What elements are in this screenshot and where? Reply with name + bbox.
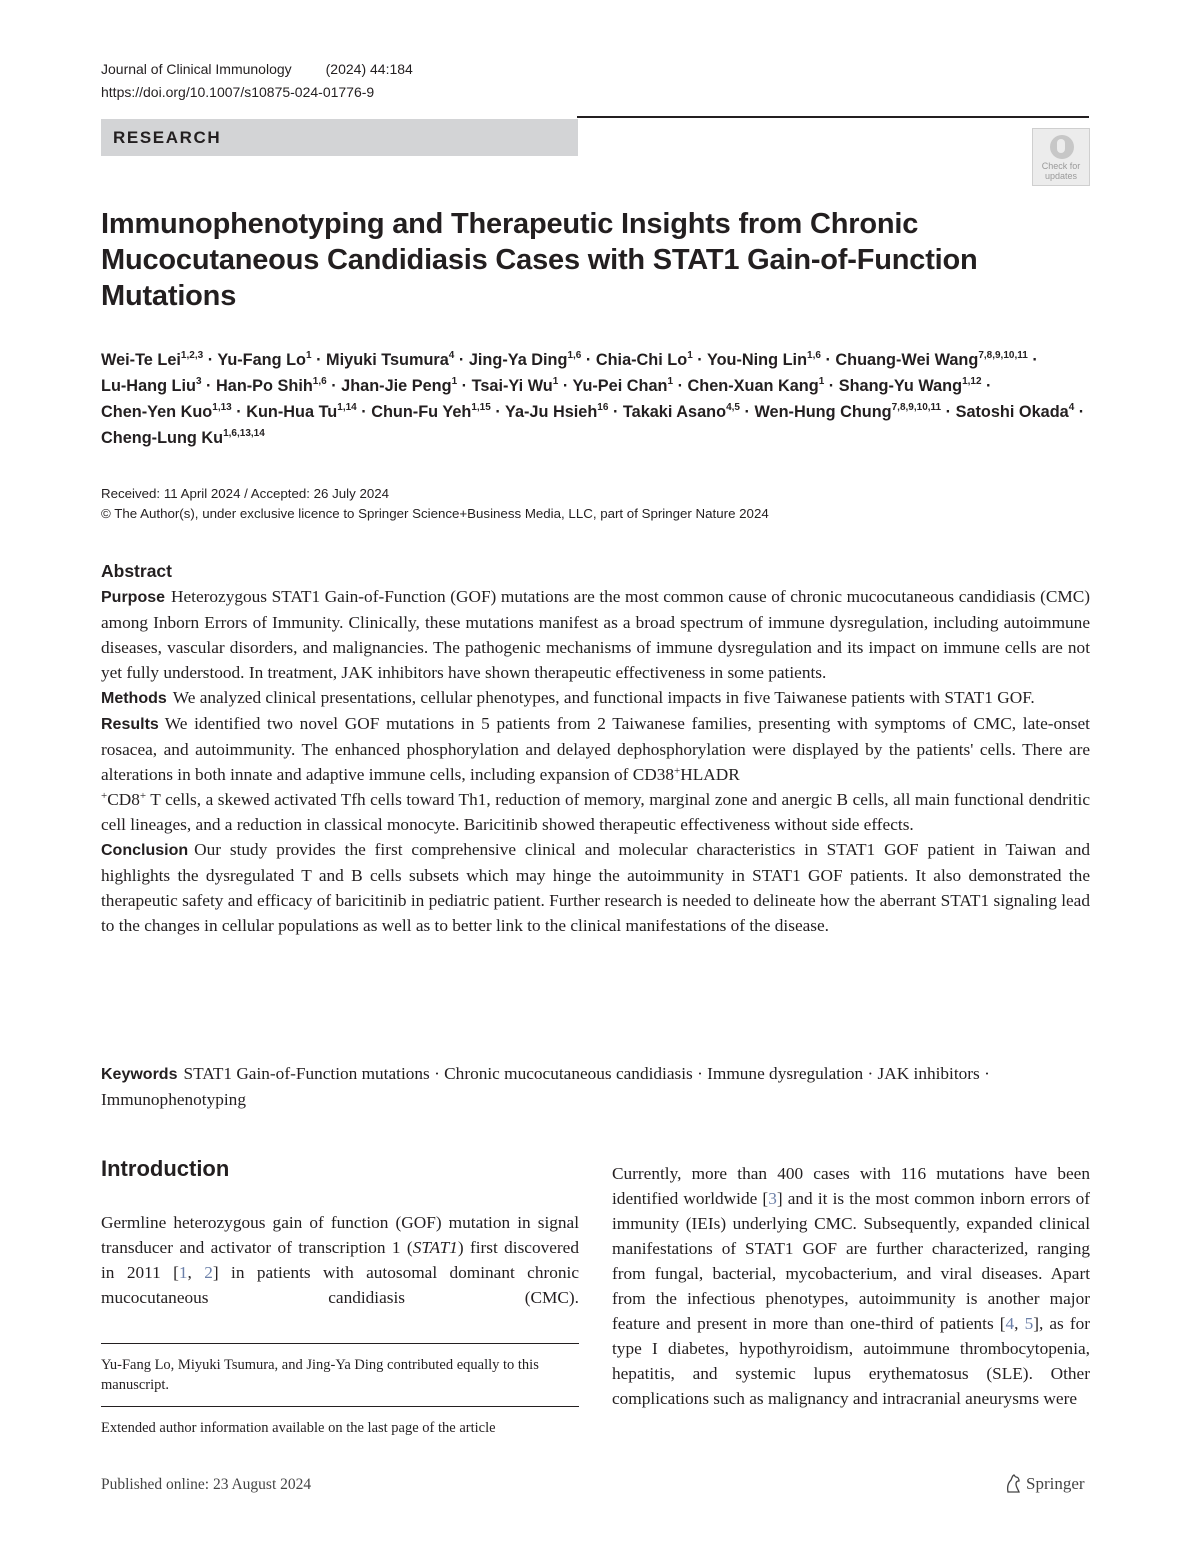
intro-text: ], as for type I diabetes, hypothyroidism, autoimmune thrombocytopenia, hepatitis, and systemic lupus erythematosus (SLE). Other complications such as malignancy and intracranial aneurysms were	[612, 1314, 1090, 1408]
introduction-heading: Introduction	[101, 1156, 230, 1181]
author[interactable]: Miyuki Tsumura$^4$ ·	[326, 350, 465, 369]
abstract-methods	[101, 685, 1090, 711]
results-text: We identified two novel GOF mutations in 5 patients from 2 Taiwanese families, presenting with symptoms of CMC, late-onset rosacea, and autoimmunity. The enhanced phosphorylation and delayed dephosphorylation were displayed by the patients' cells. There are alterations in both innate and adaptive immune cells, including expansion of CD38	[101, 714, 1090, 784]
author-affiliation: 1,6	[567, 350, 582, 361]
author-name: Chuang-Wei Wang	[835, 351, 979, 369]
intro-text: Germline heterozygous gain of function (GOF) mutation in signal transducer and activator of transcription 1 (	[101, 1213, 579, 1257]
intro-text: ] and it is the most common inborn errors of immunity (IEIs) underlying CMC. Subsequently, expanded clinical manifestations of STAT1 GOF are further characterized, ranging from fungal, bacterial, mycobacterium, and viral diseases. Apart from the infectious phenotypes, autoimmunity is another major feature and present in more than one-third of patients [	[612, 1189, 1090, 1333]
author[interactable]: Yu-Fang $Lo^1$ ·	[217, 350, 322, 369]
section-label-bar	[101, 119, 578, 156]
author-affiliation: 1,13	[212, 402, 232, 413]
copyright-notice: © The Author(s), under exclusive licence to Springer Science+Business Media, LLC, part of Springer Nature 2024	[101, 506, 769, 521]
author-name: Chen-Yen Kuo	[101, 403, 213, 421]
intro-text: ] in patients with autosomal dominant chronic mucocutaneous candidiasis (CMC).	[101, 1263, 579, 1307]
keywords-label: Keywords	[101, 1066, 178, 1083]
intro-text: ) first discovered in 2011 [	[101, 1238, 579, 1282]
purpose-text: Heterozygous STAT1 Gain-of-Function (GOF) mutations are the most common cause of chronic mucocutaneous candidiasis (CMC) among Inborn Errors of Immunity. Clinically, these mutations manifest as a broad spectrum of immune dysregulation, including autoimmune diseases, vascular disorders, and malignancies. The pathogenic mechanisms of immune dysregulation and its impact on immune cells are not yet fully understood. In treatment, JAK inhibitors have shown therapeutic effectiveness in some patients.	[101, 587, 1090, 682]
citation-link[interactable]: 3	[768, 1189, 777, 1208]
keywords-text: STAT1 Gain-of-Function mutations · Chronic mucocutaneous candidiasis · Immune dysregulation · JAK inhibitors · Immunophenotyping	[101, 1064, 990, 1109]
header-rule	[577, 116, 1089, 118]
author[interactable]: Chen-Xuan Kang$^1$ ·	[687, 376, 835, 395]
author[interactable]: Shang-Yu Wang$^{1,12}$ ·	[838, 376, 992, 395]
extended-author-info-note: Extended author information available on the last page of the article	[101, 1420, 496, 1436]
superscript: +	[139, 790, 147, 802]
author-name: Miyuki Tsumura	[326, 351, 449, 369]
results-label: Results	[101, 716, 159, 733]
publisher-name: Springer	[1026, 1474, 1085, 1493]
citation-link[interactable]: 2	[204, 1263, 213, 1282]
abstract-conclusion	[101, 837, 1090, 938]
author-affiliation: 3	[195, 376, 202, 387]
author-affiliation: 4,5	[726, 402, 740, 413]
author-affiliation: 1	[818, 376, 825, 387]
author-affiliation: 4	[1068, 402, 1075, 413]
journal-name: Journal of Clinical Immunology	[101, 61, 292, 77]
author-affiliation: 1,12	[962, 376, 982, 387]
gene-name: STAT1	[412, 1238, 458, 1257]
author[interactable]: Jhan-Jie Peng$^1$ ·	[341, 376, 468, 395]
doi-link[interactable]: https://doi.org/10.1007/s10875-024-01776-9	[101, 84, 375, 100]
author[interactable]: Yu-Pei Chan$^1$ ·	[572, 376, 683, 395]
author-name: Wei-Te Lei	[101, 351, 181, 369]
badge-line1: Check for	[1041, 161, 1081, 171]
author-affiliation: 1	[306, 350, 312, 361]
conclusion-label: Conclusion	[101, 842, 189, 859]
journal-volume: (2024) 44:184	[325, 61, 413, 77]
author[interactable]: Wei-Te Lei$^{1,2,3}$ ·	[101, 350, 214, 369]
intro-text: ,	[187, 1263, 205, 1282]
author-name: Takaki Asano	[622, 403, 727, 421]
author-affiliation: 1,2,3	[180, 350, 204, 361]
received-accepted-dates: Received: 11 April 2024 / Accepted: 26 July 2024	[101, 486, 390, 501]
published-online-date: Published online: 23 August 2024	[101, 1476, 312, 1493]
author-affiliation: 16	[597, 402, 609, 413]
author-name: Chen-Xuan Kang	[687, 377, 819, 395]
citation-link[interactable]: 4	[1005, 1314, 1015, 1333]
results-text: CD8	[107, 790, 140, 809]
author-affiliation: 7,8,9,10,11	[978, 350, 1028, 361]
author-name: Yu-Pei Chan	[572, 377, 668, 395]
results-text: HLADR	[680, 765, 740, 784]
author[interactable]: Chia-Chi $Lo^1$ ·	[595, 350, 703, 369]
results-text: T cells, a skewed activated Tfh cells toward Th1, reduction of memory, marginal zone and anergic B cells, all main functional dendritic cell lineages, and a reduction in classical monocyte. Baricitinib showed therapeutic effectiveness without side effects.	[101, 790, 1090, 834]
author[interactable]: Satoshi Okada$^4$ ·	[955, 402, 1085, 421]
author-list	[101, 347, 1091, 451]
abstract-results	[101, 711, 1090, 837]
author[interactable]: You-Ning Lin$^{1,6}$ ·	[706, 350, 831, 369]
introduction-paragraph-left	[101, 1210, 579, 1310]
methods-text: We analyzed clinical presentations, cellular phenotypes, and functional impacts in five Taiwanese patients with STAT1 GOF.	[172, 688, 1035, 707]
check-for-updates-badge[interactable]	[1032, 128, 1090, 186]
author-name: Chun-Fu Yeh	[371, 403, 472, 421]
author-name: Tsai-Yi Wu	[471, 377, 553, 395]
author[interactable]: Chun-Fu Yeh$^{1,15}$ ·	[371, 402, 501, 421]
keywords	[101, 1061, 1090, 1112]
author-name: Han-Po Shih	[216, 377, 313, 395]
purpose-label: Purpose	[101, 589, 166, 606]
author[interactable]: Takaki Asano$^{4,5}$ ·	[622, 402, 750, 421]
intro-text: ,	[1014, 1314, 1025, 1333]
abstract-heading: Abstract	[101, 561, 172, 581]
introduction-paragraph-right	[612, 1161, 1090, 1411]
citation-link[interactable]: 5	[1024, 1314, 1034, 1333]
author-name: Wen-Hung Chung	[754, 403, 892, 421]
author-affiliation: 4	[448, 350, 455, 361]
author-affiliation: 1	[451, 376, 458, 387]
author[interactable]: Chuang-Wei Wang$^{7,8,9,10,11}$ ·	[835, 350, 1038, 369]
methods-label: Methods	[101, 690, 167, 707]
springer-horse-icon	[1004, 1473, 1022, 1493]
author-name: Jing-Ya Ding	[468, 351, 568, 369]
author-name: Kun-Hua Tu	[246, 403, 338, 421]
author-affiliation: 1	[687, 350, 693, 361]
intro-text: Currently, more than 400 cases with 116 mutations have been identified worldwide [	[612, 1164, 1090, 1208]
author[interactable]: Lu-Hang Liu$^3$ ·	[101, 376, 212, 395]
author-affiliation: 1,6	[312, 376, 327, 387]
author-affiliation: 1,14	[337, 402, 357, 413]
abstract-purpose	[101, 584, 1090, 685]
author-name: Yu-Fang Lo	[217, 351, 306, 369]
author-name: Satoshi Okada	[955, 403, 1069, 421]
article-title: Immunophenotyping and Therapeutic Insights from Chronic Mucocutaneous Candidiasis Cases with STAT1 Gain-of-Function Mutations	[101, 208, 978, 312]
author-name: Cheng-Lung Ku	[101, 429, 224, 447]
author-name: Chia-Chi Lo	[595, 351, 688, 369]
author[interactable]: Ya-Ju Hsieh$^{16}$ ·	[504, 402, 619, 421]
author[interactable]: Tsai-Yi $Wu^1$ ·	[471, 376, 569, 395]
author-name: Shang-Yu Wang	[838, 377, 963, 395]
superscript: +	[674, 765, 681, 777]
author-affiliation: 1	[667, 376, 674, 387]
equal-contribution-footnote: Yu-Fang Lo, Miyuki Tsumura, and Jing-Ya Ding contributed equally to this manuscript.	[101, 1357, 539, 1393]
author-affiliation: 1	[552, 376, 559, 387]
author-affiliation: 1,6,13,14	[223, 428, 265, 439]
author-affiliation: 1,6	[807, 350, 821, 361]
author[interactable]: Han-Po Shih$^{1,6}$ ·	[216, 376, 337, 395]
author[interactable]	[101, 429, 265, 447]
badge-line2: updates	[1044, 171, 1078, 181]
author-name: You-Ning Lin	[706, 351, 808, 369]
journal-citation	[101, 61, 413, 77]
superscript: +	[101, 790, 108, 802]
author-affiliation: 7,8,9,10,11	[891, 402, 942, 413]
bookmark-icon	[1050, 135, 1074, 159]
author-name: Jhan-Jie Peng	[341, 377, 452, 395]
author-name: Lu-Hang Liu	[101, 377, 196, 395]
publisher-logo	[1004, 1473, 1085, 1494]
author[interactable]: Chen-Yen Kuo$^{1,13}$ ·	[101, 402, 242, 421]
abstract-body	[101, 584, 1090, 938]
author[interactable]: Kun-Hua Tu$^{1,14}$ ·	[246, 402, 367, 421]
footnote-rule	[101, 1406, 579, 1407]
footnote-rule	[101, 1343, 579, 1344]
author-name: Ya-Ju Hsieh	[504, 403, 598, 421]
author[interactable]: Jing-Ya Ding$^{1,6}$ ·	[468, 350, 592, 369]
citation-link[interactable]: 1	[178, 1263, 188, 1282]
conclusion-text: Our study provides the first comprehensive clinical and molecular characteristics in STAT1 GOF patient in Taiwan and highlights the dysregulated T and B cells subsets which may hinge the autoimmunity in STAT1 GOF patients. It also demonstrated the therapeutic safety and efficacy of baricitinib in pediatric patient. Further research is needed to delineate how the aberrant STAT1 signaling lead to the changes in cellular populations as well as to better link to the clinical manifestations of the disease.	[101, 840, 1090, 935]
author[interactable]: Wen-Hung Chung$^{7,8,9,10,11}$ ·	[754, 402, 952, 421]
author-affiliation: 1,15	[471, 402, 491, 413]
section-label: RESEARCH	[113, 128, 222, 147]
